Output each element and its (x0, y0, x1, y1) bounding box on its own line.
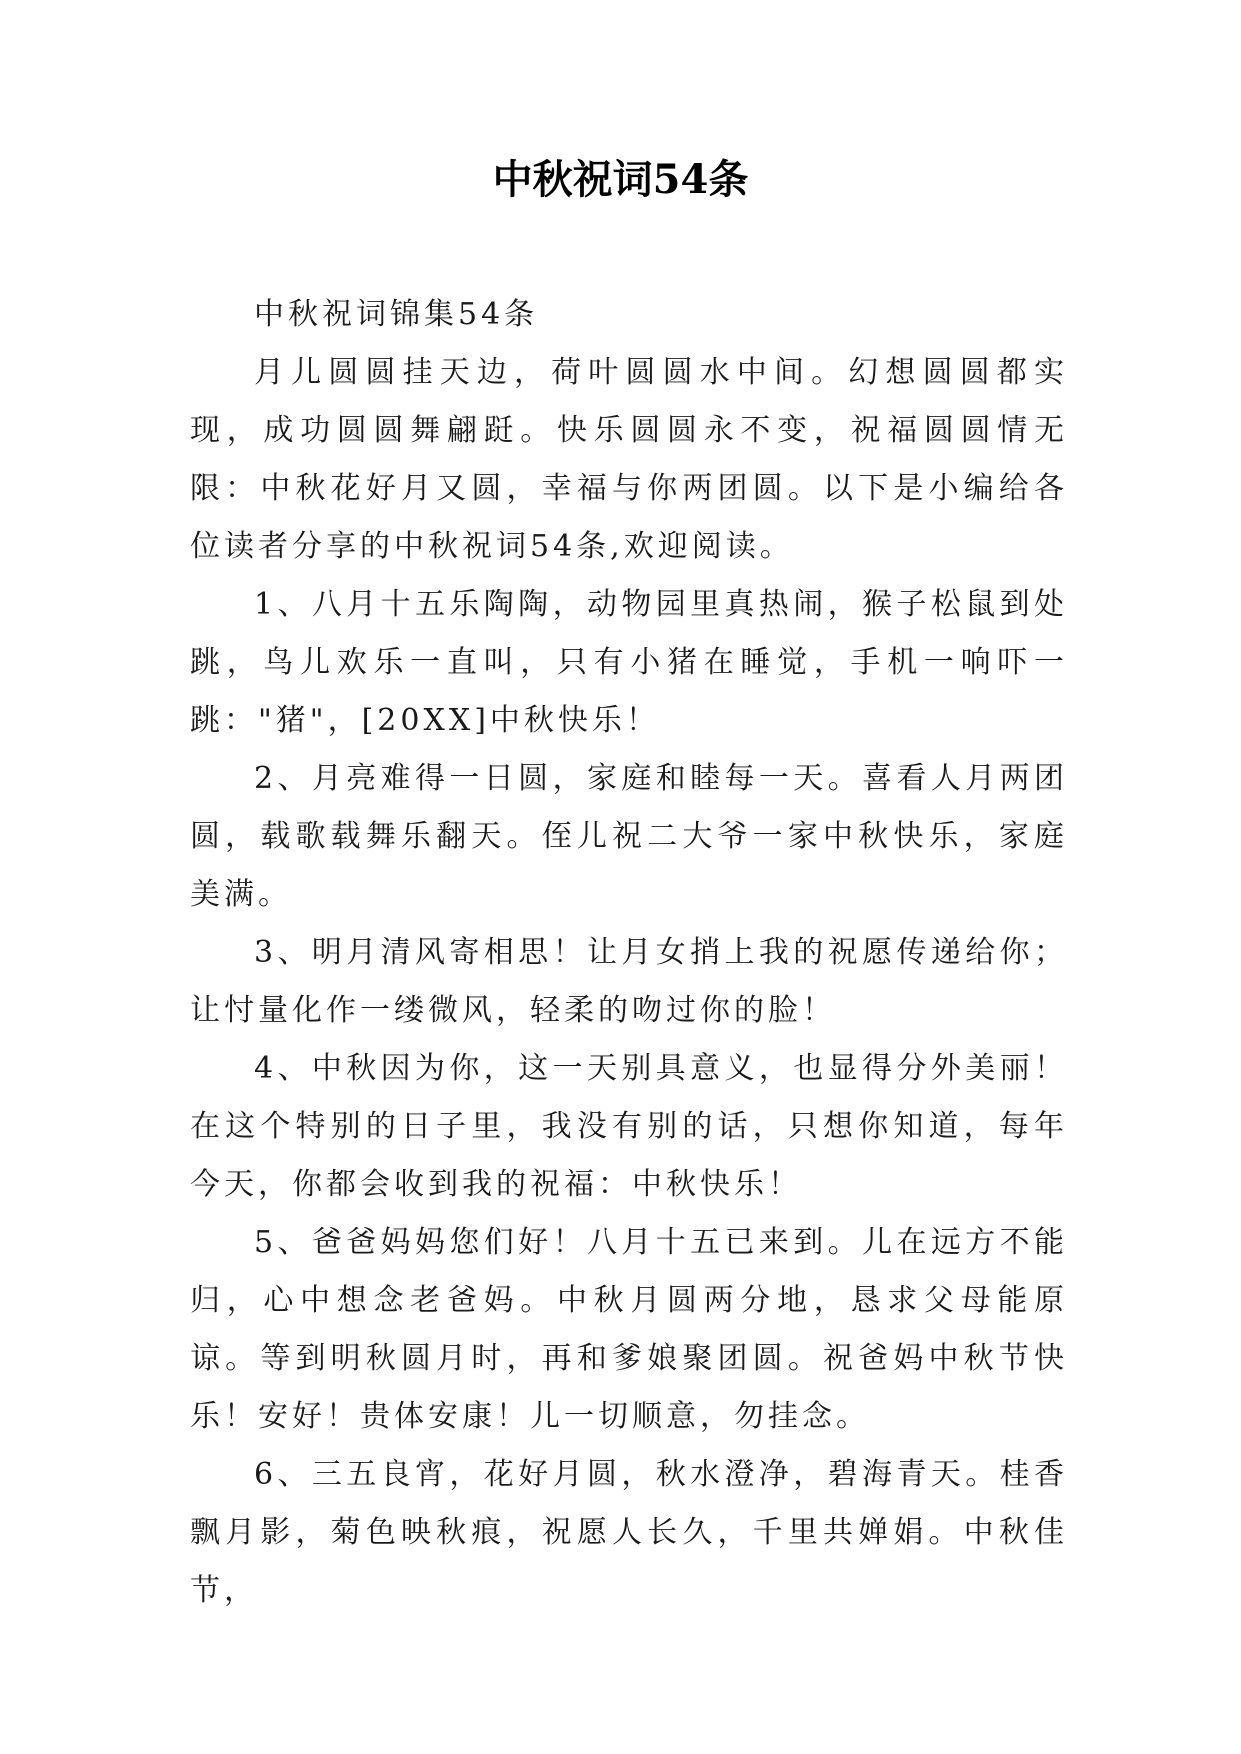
document-title: 中秋祝词54条 (492, 156, 749, 203)
document-subtitle: 中秋祝词锦集54条 (254, 297, 539, 332)
greeting-item: 5、爸爸妈妈您们好！八月十五已来到。儿在远方不能归，心中想念老爸妈。中秋月圆两分地，恳求父母能原谅。等到明秋圆月时，再和爹娘聚团圆。祝爸妈中秋节快乐！安好！贵体安康！儿一切顺意，勿挂念。 (190, 1225, 1068, 1434)
greeting-item: 2、月亮难得一日圆，家庭和睦每一天。喜看人月两团圆，载歌载舞乐翻天。侄儿祝二大爷一家中秋快乐，家庭美满。 (190, 761, 1068, 912)
document-body (190, 286, 1068, 1620)
intro-paragraph: 月儿圆圆挂天边，荷叶圆圆水中间。幻想圆圆都实现，成功圆圆舞翩跹。快乐圆圆永不变，祝福圆圆情无限：中秋花好月又圆，幸福与你两团圆。以下是小编给各位读者分享的中秋祝词54条,欢迎阅读。 (190, 355, 1068, 564)
greeting-item: 4、中秋因为你，这一天别具意义，也显得分外美丽！在这个特别的日子里，我没有别的话，只想你知道，每年今天，你都会收到我的祝福：中秋快乐！ (190, 1051, 1068, 1202)
greeting-item: 3、明月清风寄相思！让月女捎上我的祝愿传递给你；让忖量化作一缕微风，轻柔的吻过你的脸！ (190, 935, 1068, 1028)
greeting-item: 1、八月十五乐陶陶，动物园里真热闹，猴子松鼠到处跳，鸟儿欢乐一直叫，只有小猪在睡觉，手机一响吓一跳："猪"，[20XX]中秋快乐！ (190, 587, 1068, 738)
greeting-item: 6、三五良宵，花好月圆，秋水澄净，碧海青天。桂香飘月影，菊色映秋痕，祝愿人长久，千里共婵娟。中秋佳节， (190, 1457, 1068, 1608)
